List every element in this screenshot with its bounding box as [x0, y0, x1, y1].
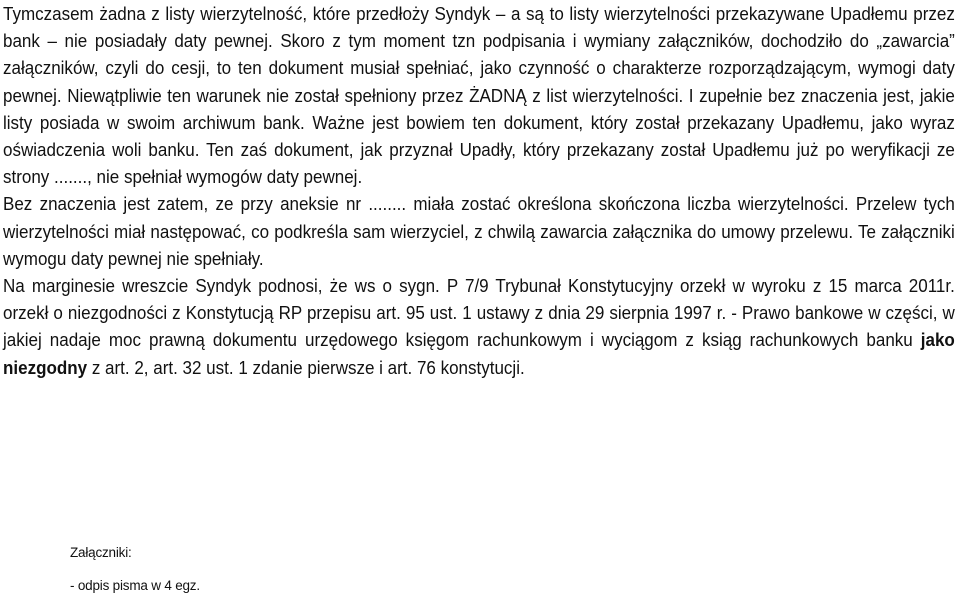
sentence: Przelew tych wierzytelności miał następować, co podkreśla sam wierzyciel, z chwilą zawarcia załącznika do umowy przelewu. — [3, 194, 955, 242]
sentence: I zupełnie bez znaczenia jest, jakie listy posiada w swoim archiwum bank. — [3, 85, 955, 133]
document-body — [3, 1, 955, 382]
sentence: Skoro z tym moment tzn podpisania i wymiany załączników, dochodziło do „zawarcia” załączników, czyli do cesji, to ten dokument musiał spełniać, jako czynność o charakterze rozporządzającym, wymogi daty pewnej. — [3, 31, 955, 106]
document-page — [3, 0, 955, 593]
attachments-heading: Załączniki: — [70, 545, 132, 560]
attachment-item: - odpis pisma w 4 egz. — [70, 578, 200, 593]
paragraph-3 — [3, 273, 955, 382]
paragraph-2 — [3, 191, 955, 273]
sentence: Tymczasem żadna z listy wierzytelność, które przedłoży Syndyk – a są to listy wierzytelności przekazywane Upadłemu przez bank – nie posiadały daty pewnej. — [3, 4, 955, 52]
sentence: Te załączniki wymogu daty pewnej nie spełniały. — [3, 221, 955, 269]
sentence: Ważne jest bowiem ten dokument, który został przekazany Upadłemu, jako wyraz oświadczenia woli banku. — [3, 112, 955, 161]
sentence: Niewątpliwie ten warunek nie został spełniony przez ŻADNĄ z list wierzytelności. — [67, 85, 684, 106]
paragraph-1 — [3, 1, 955, 191]
sentence: Bez znaczenia jest zatem, ze przy aneksie nr ........ miała zostać określona skończona liczba wierzytelności. — [3, 194, 849, 215]
bold-phrase: jako niezgodny — [3, 330, 955, 378]
sentence: Ten zaś dokument, jak przyznał Upadły, który przekazany został Upadłemu już po weryfikacji ze strony ......., nie spełniał wymogów daty pewnej. — [3, 140, 955, 188]
sentence: Na marginesie wreszcie Syndyk podnosi, że ws o sygn. P 7/9 Trybunał Konstytucyjny orzekł w wyroku z 15 marca 2011r. orzekł o niezgodności z Konstytucją RP przepisu art. 95 ust. 1 ustawy z dnia 29 sierpnia 1997 r. - Prawo bankowe w części, w jakiej nadaje moc prawną dokumentu urzędowego księgom rachunkowym i wyciągom z ksiąg rachunkowych banku — [3, 276, 955, 351]
sentence: z art. 2, art. 32 ust. 1 zdanie pierwsze i art. 76 konstytucji. — [91, 357, 525, 378]
